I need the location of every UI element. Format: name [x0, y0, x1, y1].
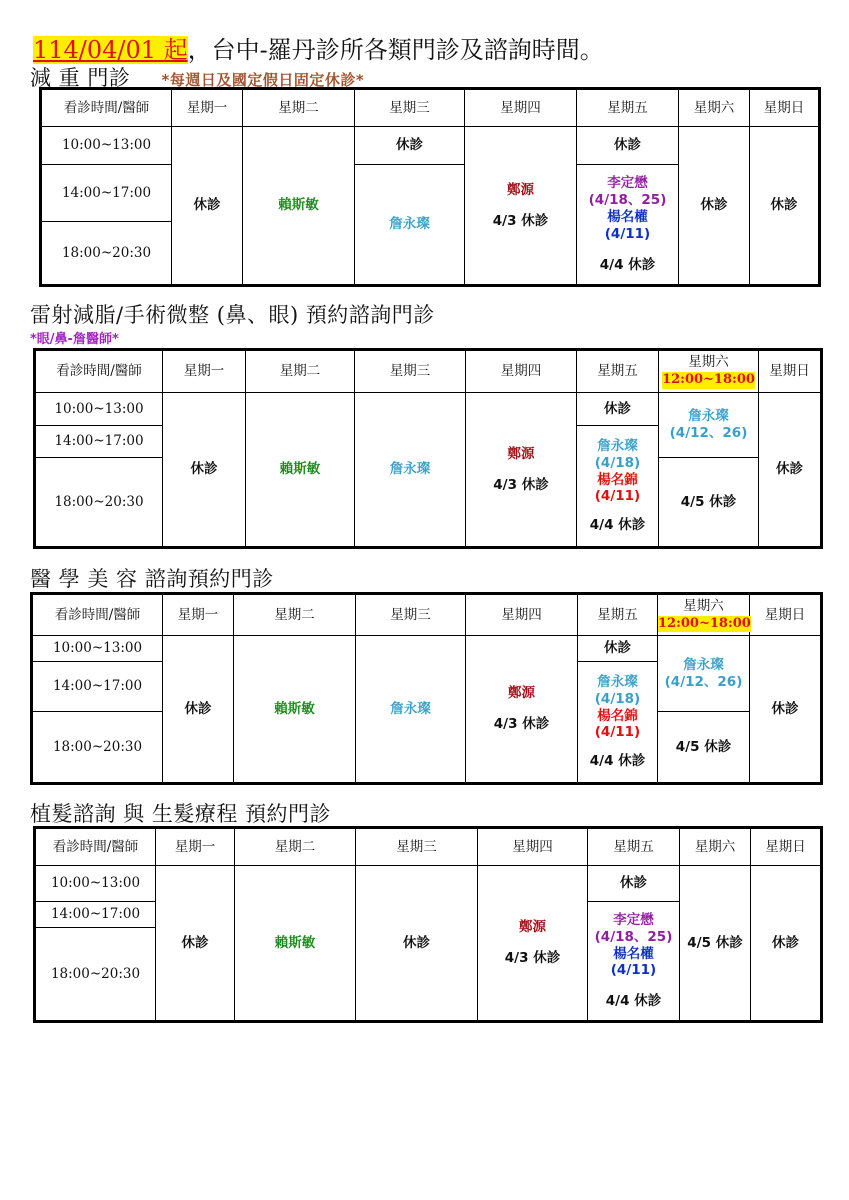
section-weight-title: 減 重 門診: [30, 66, 131, 90]
table-row: [32, 636, 822, 662]
time-morning: 10:00~13:00: [32, 636, 163, 662]
time-morning: 10:00~13:00: [41, 127, 172, 165]
fri-closed-note: 4/4 休診: [605, 993, 662, 1010]
header-wed: 星期三: [355, 89, 465, 127]
header-row: [35, 350, 822, 393]
wed-morning-closed: 休診: [355, 127, 465, 165]
tue-doctor: 賴斯敏: [243, 127, 355, 286]
fri-closed-note: 4/4 休診: [589, 517, 646, 534]
time-evening: 18:00~20:30: [32, 712, 163, 784]
mon-closed: 休診: [172, 127, 243, 286]
fri-chan-dates: (4/18): [594, 690, 641, 707]
fri-yang-dates: (4/11): [604, 225, 651, 242]
sun-closed: 休診: [750, 127, 820, 286]
sat-closed: 休診: [679, 127, 750, 286]
sat-dates: (4/12、26): [664, 673, 743, 690]
sat-closed-note: 4/5 休診: [659, 458, 759, 548]
fri-closed-note: 4/4 休診: [589, 753, 646, 770]
header-mon: 星期一: [172, 89, 243, 127]
header-sat: 星期六: [680, 828, 751, 866]
fri-doctor-li: 李定懋: [613, 911, 654, 928]
wed-closed: 休診: [356, 866, 478, 1022]
sat-cell-top: [658, 636, 750, 712]
header-sat: [659, 350, 759, 393]
header-sun: 星期日: [759, 350, 822, 393]
fri-li-dates: (4/18、25): [588, 192, 667, 209]
header-sat-label: 星期六: [688, 354, 729, 371]
table-row: [41, 127, 820, 165]
fri-closed-note: 4/4 休診: [599, 256, 656, 273]
fri-morning-closed: 休診: [577, 127, 679, 165]
section-hair-title: 植髮諮詢 與 生髮療程 預約門診: [30, 802, 332, 826]
fri-yang-dates: (4/11): [594, 724, 641, 741]
header-time-doctor: 看診時間/醫師: [35, 828, 156, 866]
fri-cell: [578, 662, 658, 784]
section-beauty-title: 醫 學 美 容 諮詢預約門診: [30, 567, 274, 591]
wed-doctor: 詹永璨: [355, 165, 465, 286]
time-morning: 10:00~13:00: [35, 393, 163, 426]
section-laser-heading: [30, 299, 435, 329]
fri-cell: [588, 902, 680, 1022]
time-afternoon: 14:00~17:00: [35, 902, 156, 928]
thu-cell: [465, 127, 577, 286]
header-sun: 星期日: [750, 594, 822, 636]
header-tue: 星期二: [234, 594, 356, 636]
header-time-doctor: 看診時間/醫師: [35, 350, 163, 393]
wed-doctor: 詹永璨: [355, 393, 466, 548]
laser-note: *眼/鼻-詹醫師*: [30, 332, 119, 347]
thu-doctor: 鄭源: [508, 685, 535, 702]
thu-cell: [478, 866, 588, 1022]
tue-doctor: 賴斯敏: [235, 866, 356, 1022]
fri-morning-closed: 休診: [577, 393, 659, 426]
wed-doctor: 詹永璨: [356, 636, 466, 784]
schedule-table-hair: [33, 826, 823, 1023]
mon-closed: 休診: [163, 393, 246, 548]
sun-closed: 休診: [750, 636, 822, 784]
schedule-table-weight: [39, 87, 821, 287]
effective-date: 114/04/01 起: [33, 36, 188, 64]
sat-hours: 12:00~18:00: [658, 615, 751, 631]
fri-yang-dates: (4/11): [594, 488, 641, 505]
header-thu: 星期四: [466, 350, 577, 393]
sat-closed-note: 4/5 休診: [680, 866, 751, 1022]
header-mon: 星期一: [163, 350, 246, 393]
time-afternoon: 14:00~17:00: [35, 426, 163, 458]
header-row: [32, 594, 822, 636]
time-evening: 18:00~20:30: [35, 458, 163, 548]
header-sat-label: 星期六: [683, 597, 724, 614]
header-mon: 星期一: [156, 828, 235, 866]
section-beauty-heading: [30, 563, 274, 593]
header-thu: 星期四: [466, 594, 578, 636]
header-tue: 星期二: [235, 828, 356, 866]
tue-doctor: 賴斯敏: [246, 393, 355, 548]
thu-doctor: 鄭源: [507, 181, 534, 198]
page-title: [33, 30, 604, 65]
fri-doctor-chan: 詹永璨: [597, 437, 638, 454]
thu-closed-note: 4/3 休診: [493, 476, 549, 493]
time-afternoon: 14:00~17:00: [32, 662, 163, 712]
header-sun: 星期日: [751, 828, 822, 866]
fri-li-dates: (4/18、25): [594, 928, 673, 945]
title-text: ，台中-羅丹診所各類門診及諮詢時間。: [187, 36, 604, 64]
header-tue: 星期二: [246, 350, 355, 393]
header-mon: 星期一: [163, 594, 234, 636]
schedule-table-laser: [33, 348, 823, 549]
thu-cell: [466, 393, 577, 548]
sat-doctor: 詹永璨: [688, 408, 729, 425]
sat-doctor: 詹永璨: [683, 656, 724, 673]
section-hair-heading: [30, 798, 331, 828]
header-fri: 星期五: [577, 350, 659, 393]
fri-cell: [577, 165, 679, 286]
fri-yang-dates: (4/11): [610, 962, 657, 979]
sat-dates: (4/12、26): [669, 425, 748, 441]
header-wed: 星期三: [355, 350, 466, 393]
fri-doctor-yang: 楊名錦: [597, 707, 638, 724]
sat-cell-top: [659, 393, 759, 458]
thu-closed-note: 4/3 休診: [492, 212, 549, 229]
fri-doctor-li: 李定懋: [607, 175, 648, 192]
time-evening: 18:00~20:30: [41, 222, 172, 286]
fri-morning-closed: 休診: [578, 636, 658, 662]
header-time-doctor: 看診時間/醫師: [32, 594, 163, 636]
time-morning: 10:00~13:00: [35, 866, 156, 902]
time-afternoon: 14:00~17:00: [41, 165, 172, 222]
sun-closed: 休診: [759, 393, 822, 548]
header-fri: 星期五: [578, 594, 658, 636]
header-thu: 星期四: [478, 828, 588, 866]
fri-doctor-chan: 詹永璨: [597, 673, 638, 690]
sun-closed: 休診: [751, 866, 822, 1022]
thu-doctor: 鄭源: [519, 919, 546, 936]
tue-doctor: 賴斯敏: [234, 636, 356, 784]
thu-closed-note: 4/3 休診: [504, 950, 561, 966]
header-wed: 星期三: [356, 828, 478, 866]
header-fri: 星期五: [577, 89, 679, 127]
header-tue: 星期二: [243, 89, 355, 127]
fri-doctor-yang: 楊名錦: [597, 471, 638, 488]
mon-closed: 休診: [163, 636, 234, 784]
sat-closed-note: 4/5 休診: [658, 712, 750, 784]
header-sat: 星期六: [679, 89, 750, 127]
thu-doctor: 鄭源: [507, 445, 535, 462]
fri-chan-dates: (4/18): [594, 454, 641, 471]
fri-doctor-yang: 楊名權: [607, 209, 648, 226]
header-wed: 星期三: [356, 594, 466, 636]
fri-cell: [577, 426, 659, 548]
fri-morning-closed: 休診: [588, 866, 680, 902]
header-row: [35, 828, 822, 866]
header-thu: 星期四: [465, 89, 577, 127]
holiday-note: *每週日及國定假日固定休診*: [161, 71, 365, 89]
section-laser-title: 雷射減脂/手術微整 (鼻、眼) 預約諮詢門診: [30, 303, 435, 327]
schedule-table-beauty: [30, 592, 823, 785]
header-sun: 星期日: [750, 89, 820, 127]
table-row: [35, 393, 822, 426]
thu-closed-note: 4/3 休診: [493, 716, 550, 732]
header-time-doctor: 看診時間/醫師: [41, 89, 172, 127]
header-row: [41, 89, 820, 127]
fri-doctor-yang: 楊名權: [613, 945, 654, 962]
mon-closed: 休診: [156, 866, 235, 1022]
header-sat: [658, 594, 750, 636]
table-row: [35, 866, 822, 902]
header-fri: 星期五: [588, 828, 680, 866]
time-evening: 18:00~20:30: [35, 928, 156, 1022]
thu-cell: [466, 636, 578, 784]
sat-hours: 12:00~18:00: [662, 372, 755, 388]
